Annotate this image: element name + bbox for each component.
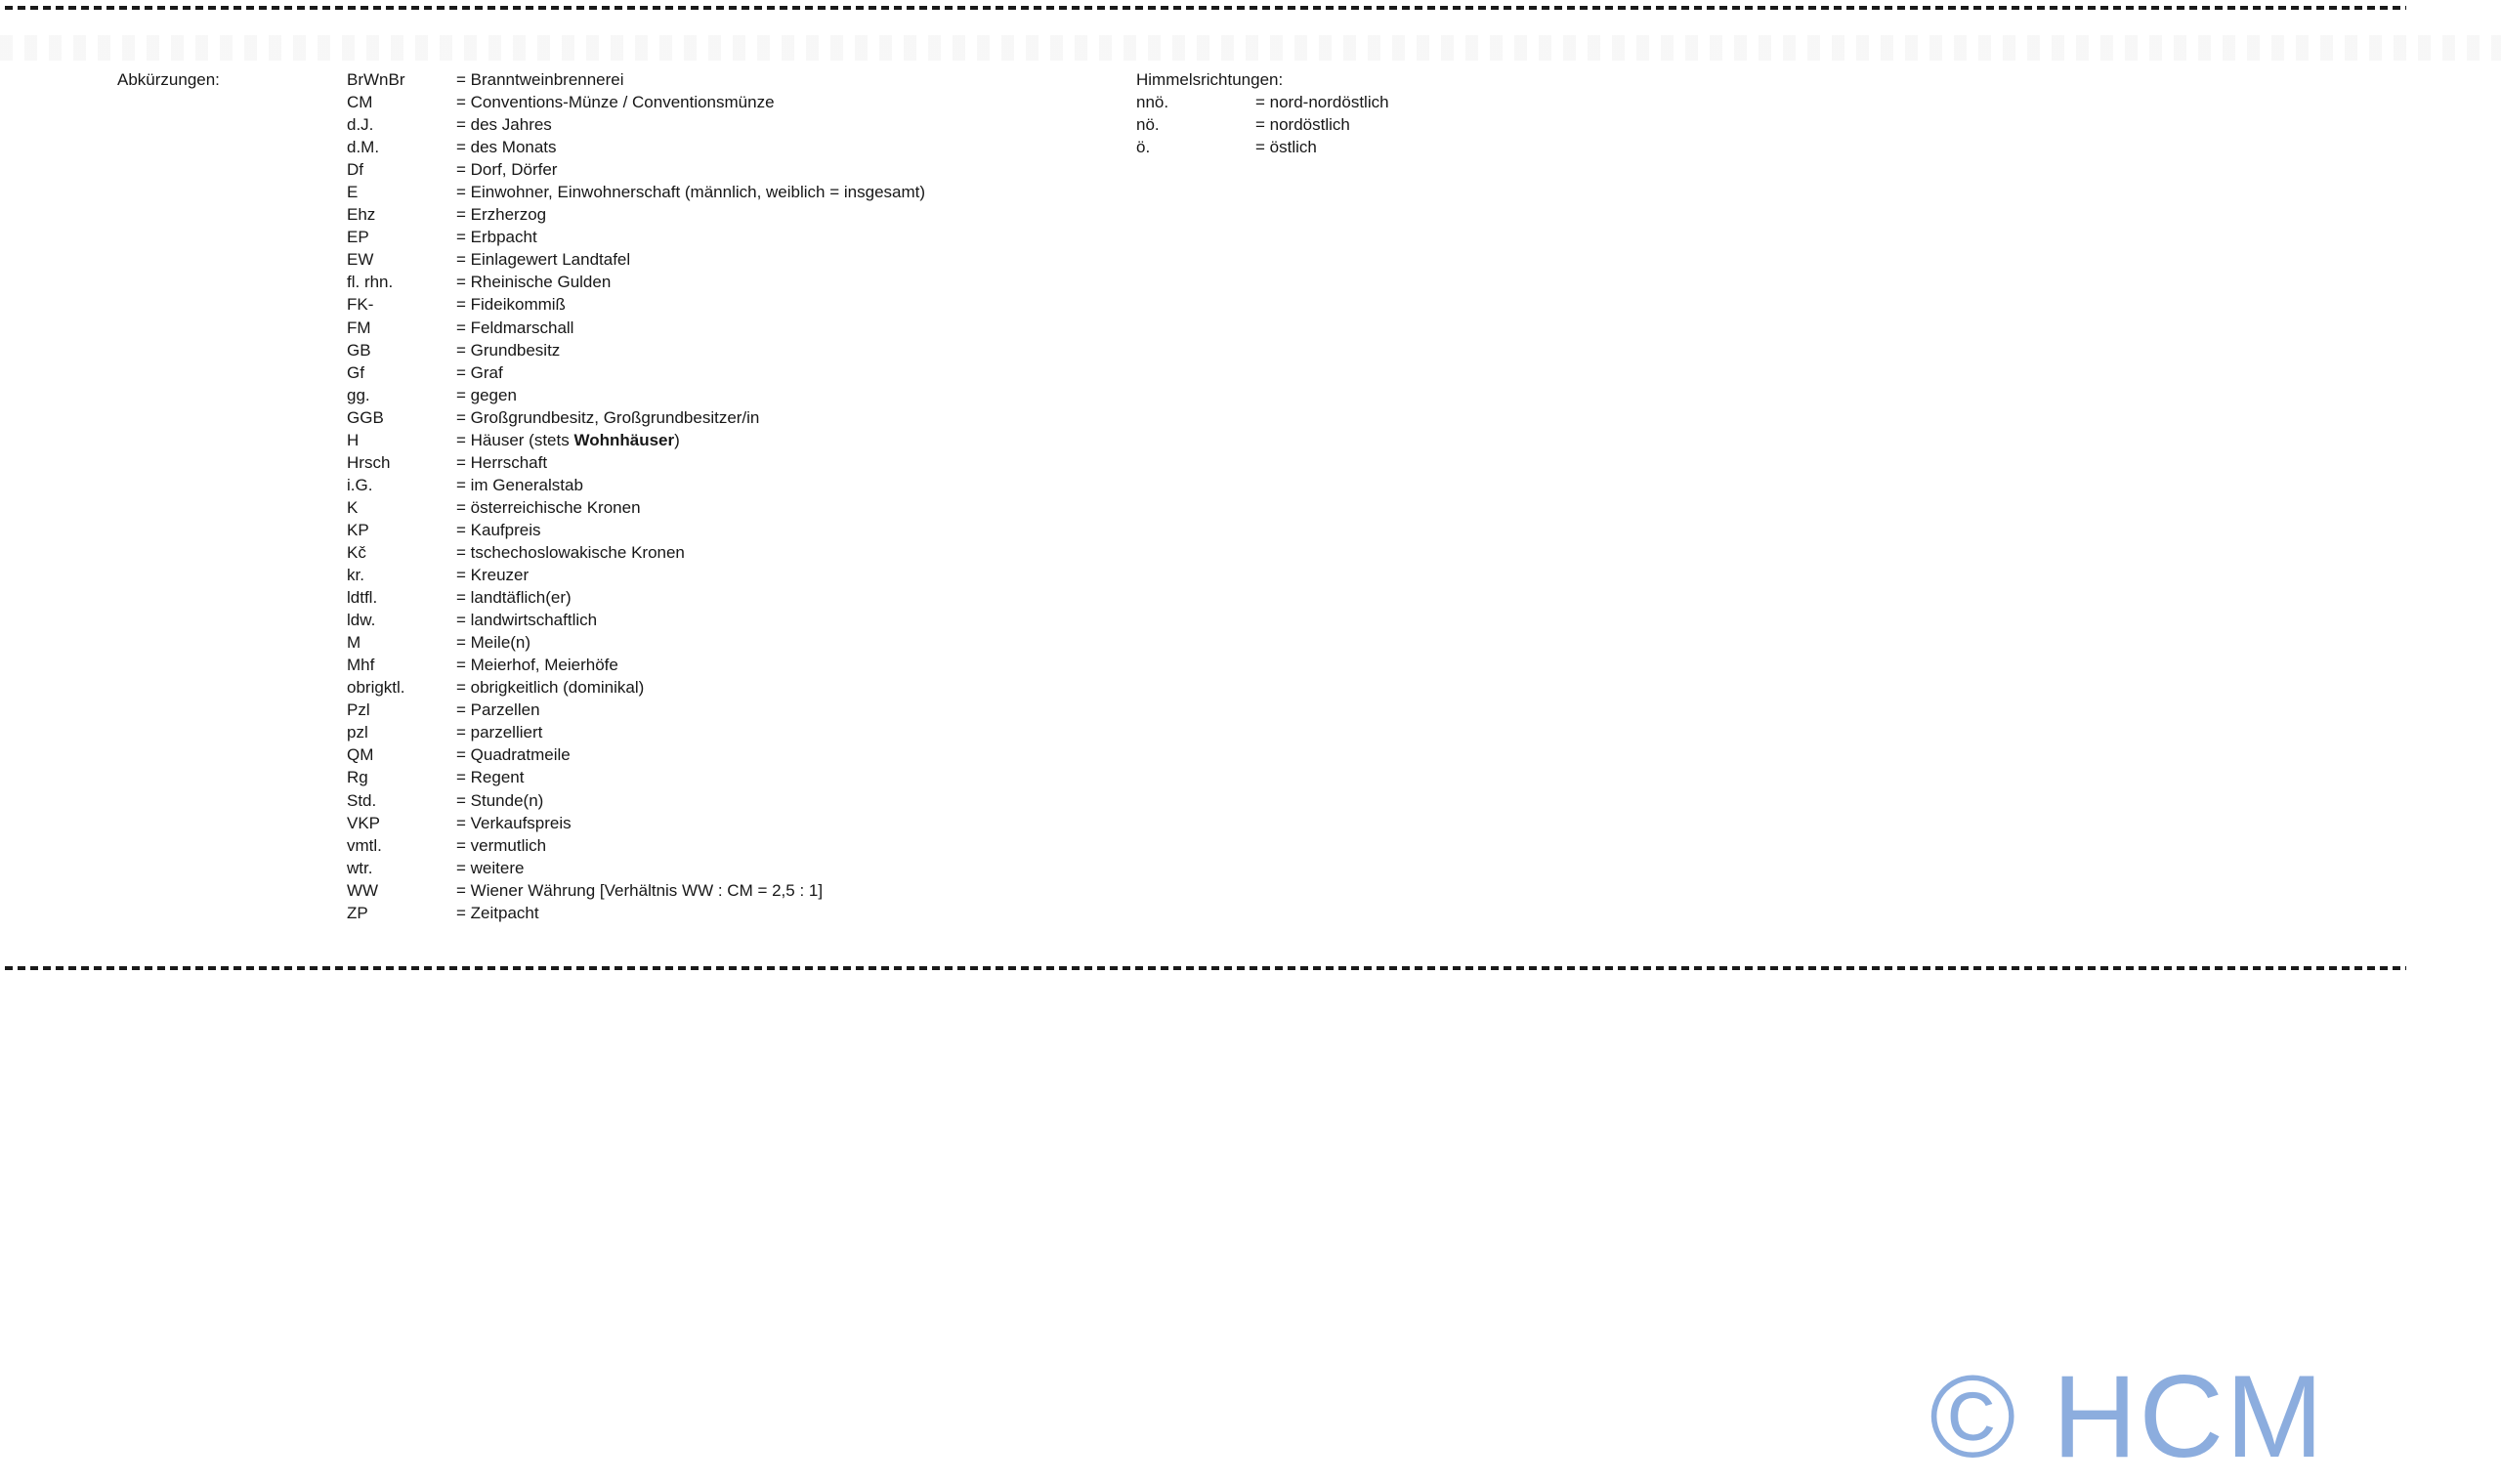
abbreviation-key: GB xyxy=(347,340,371,360)
abbreviation-value: = Einlagewert Landtafel xyxy=(456,250,631,270)
abbreviation-value: = Häuser (stets Wohnhäuser) xyxy=(456,430,680,449)
abbreviation-key: d.M. xyxy=(347,138,380,157)
abbreviation-key: FK- xyxy=(347,295,374,315)
abbreviation-value: = Erbpacht xyxy=(456,228,537,247)
abbreviation-value: = im Generalstab xyxy=(456,475,583,494)
abbreviation-value: = Parzellen xyxy=(456,700,540,720)
abbreviation-row xyxy=(347,339,1324,361)
abbreviation-value: = Wiener Währung [Verhältnis WW : CM = 2,5 : 1] xyxy=(456,880,824,900)
abbreviation-key: CM xyxy=(347,93,373,112)
hcm-copyright-watermark: © HCM xyxy=(1929,1351,2326,1482)
abbreviation-value: = Erzherzog xyxy=(456,205,547,225)
abbreviation-value: = Feldmarschall xyxy=(456,318,574,337)
abbreviation-key: d.J. xyxy=(347,115,374,135)
abbreviation-row xyxy=(347,519,1324,541)
abbreviation-value: = nordöstlich xyxy=(1255,115,1350,135)
abbreviation-value: = landtäflich(er) xyxy=(456,588,572,608)
abbreviation-key: Std. xyxy=(347,790,377,810)
abbreviation-key: K xyxy=(347,497,359,517)
abbreviation-key: QM xyxy=(347,745,374,765)
abbreviation-row xyxy=(347,834,1324,857)
abbreviation-value: = Kreuzer xyxy=(456,566,530,585)
abbreviation-key: kr. xyxy=(347,566,364,585)
abbreviation-row xyxy=(347,451,1324,474)
abbreviation-key: VKP xyxy=(347,813,381,832)
abbreviation-key: BrWnBr xyxy=(347,70,405,89)
direction-row xyxy=(1136,91,1625,113)
abbreviation-key: nö. xyxy=(1136,115,1160,135)
abbreviation-row xyxy=(347,203,1324,226)
abbreviation-value: = Rheinische Gulden xyxy=(456,273,612,292)
abbreviation-key: ö. xyxy=(1136,138,1151,157)
abbreviation-key: i.G. xyxy=(347,475,373,494)
directions-list xyxy=(1136,91,1625,158)
abbreviations-label: Abkürzungen: xyxy=(117,70,220,89)
abbreviation-row xyxy=(347,676,1324,699)
middle-dashed-divider xyxy=(5,966,2406,970)
abbreviation-row xyxy=(347,293,1324,316)
abbreviation-value: = vermutlich xyxy=(456,835,547,855)
abbreviation-value: = des Monats xyxy=(456,138,557,157)
abbreviation-row xyxy=(347,609,1324,631)
abbreviation-row xyxy=(347,699,1324,721)
direction-row xyxy=(1136,136,1625,158)
abbreviation-key: E xyxy=(347,183,359,202)
abbreviation-value: = obrigkeitlich (dominikal) xyxy=(456,678,645,698)
abbreviation-row xyxy=(347,654,1324,676)
abbreviation-value: = gegen xyxy=(456,385,517,404)
abbreviation-row xyxy=(347,564,1324,586)
abbreviation-value: = österreichische Kronen xyxy=(456,497,641,517)
abbreviation-value: = landwirtschaftlich xyxy=(456,611,598,630)
abbreviation-key: EP xyxy=(347,228,369,247)
abbreviation-value: = Regent xyxy=(456,768,525,787)
abbreviation-key: ZP xyxy=(347,903,368,922)
abbreviation-row xyxy=(347,158,1324,181)
abbreviation-value: = nord-nordöstlich xyxy=(1255,93,1389,111)
abbreviation-key: Hrsch xyxy=(347,452,391,472)
abbreviation-key: Ehz xyxy=(347,205,376,225)
abbreviation-value: = des Jahres xyxy=(456,115,552,135)
abbreviation-key: Df xyxy=(347,160,363,180)
abbreviation-value: = Meile(n) xyxy=(456,633,531,653)
abbreviation-value: = Meierhof, Meierhöfe xyxy=(456,656,618,675)
abbreviation-row xyxy=(347,181,1324,203)
directions-label: Himmelsrichtungen: xyxy=(1136,70,1284,89)
abbreviation-key: EW xyxy=(347,250,374,270)
abbreviation-key: Kč xyxy=(347,542,366,562)
abbreviation-value: = Grundbesitz xyxy=(456,340,561,360)
abbreviation-key: fl. rhn. xyxy=(347,273,394,292)
abbreviation-row xyxy=(347,743,1324,766)
abbreviation-row xyxy=(347,384,1324,406)
abbreviation-key: KP xyxy=(347,520,369,539)
abbreviation-key: obrigktl. xyxy=(347,678,405,698)
abbreviation-value: = Einwohner, Einwohnerschaft (männlich, weiblich = insgesamt) xyxy=(456,183,926,202)
abbreviation-row xyxy=(347,541,1324,564)
abbreviation-row xyxy=(347,474,1324,496)
abbreviation-value: = Großgrundbesitz, Großgrundbesitzer/in xyxy=(456,407,760,427)
abbreviation-key: Rg xyxy=(347,768,368,787)
abbreviation-row xyxy=(347,496,1324,519)
abbreviation-value: = Stunde(n) xyxy=(456,790,544,810)
abbreviation-key: wtr. xyxy=(347,858,373,877)
abbreviation-key: ldw. xyxy=(347,611,376,630)
abbreviation-key: H xyxy=(347,430,360,449)
abbreviation-row xyxy=(347,248,1324,271)
top-dashed-divider xyxy=(5,6,2406,10)
abbreviation-key: vmtl. xyxy=(347,835,382,855)
abbreviation-row xyxy=(347,789,1324,812)
scan-noise-band xyxy=(0,35,2501,61)
abbreviation-value: = Dorf, Dörfer xyxy=(456,160,558,180)
abbreviation-value: = parzelliert xyxy=(456,723,543,742)
abbreviation-row xyxy=(347,406,1324,429)
abbreviation-value: = Herrschaft xyxy=(456,452,548,472)
abbreviation-key: WW xyxy=(347,880,379,900)
abbreviation-value: = Branntweinbrennerei xyxy=(456,70,624,89)
abbreviation-value: = tschechoslowakische Kronen xyxy=(456,542,685,562)
abbreviation-value: = Zeitpacht xyxy=(456,903,539,922)
abbreviation-key: M xyxy=(347,633,361,653)
abbreviation-key: pzl xyxy=(347,723,368,742)
abbreviation-value: = Conventions-Münze / Conventionsmünze xyxy=(456,93,775,112)
abbreviation-row xyxy=(347,317,1324,339)
abbreviation-row xyxy=(347,879,1324,902)
direction-row xyxy=(1136,113,1625,136)
abbreviation-row xyxy=(347,766,1324,788)
abbreviation-value: = Fideikommiß xyxy=(456,295,566,315)
abbreviation-row xyxy=(347,812,1324,834)
abbreviation-row xyxy=(347,857,1324,879)
abbreviation-row xyxy=(347,586,1324,609)
abbreviation-key: GGB xyxy=(347,407,384,427)
abbreviation-row xyxy=(347,361,1324,384)
abbreviation-row xyxy=(347,631,1324,654)
abbreviation-key: Gf xyxy=(347,362,364,382)
abbreviation-value: = Quadratmeile xyxy=(456,745,571,765)
abbreviation-key: ldtfl. xyxy=(347,588,378,608)
abbreviation-value: = östlich xyxy=(1255,138,1317,157)
abbreviations-list xyxy=(347,68,1324,924)
abbreviation-row xyxy=(347,721,1324,743)
abbreviation-value: = Kaufpreis xyxy=(456,520,541,539)
abbreviation-key: FM xyxy=(347,318,371,337)
abbreviation-key: Pzl xyxy=(347,700,370,720)
abbreviation-value: = Verkaufspreis xyxy=(456,813,572,832)
abbreviation-value: = Graf xyxy=(456,362,503,382)
abbreviation-key: nnö. xyxy=(1136,93,1169,111)
abbreviation-value: = weitere xyxy=(456,858,525,877)
abbreviation-key: Mhf xyxy=(347,656,375,675)
abbreviation-row xyxy=(347,902,1324,924)
abbreviation-row xyxy=(347,226,1324,248)
abbreviation-key: gg. xyxy=(347,385,370,404)
abbreviation-row xyxy=(347,429,1324,451)
abbreviation-row xyxy=(347,271,1324,293)
